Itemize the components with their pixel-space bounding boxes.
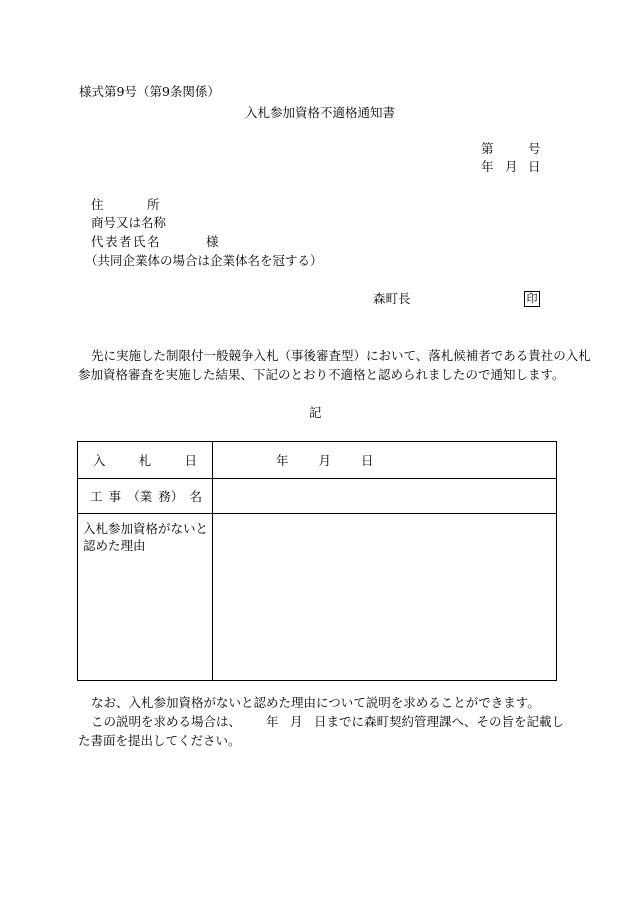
date-year: 年 [481, 159, 494, 174]
doc-number-prefix: 第 [481, 141, 494, 156]
project-name-label-char: 事 [108, 489, 122, 504]
table-row-reason [78, 514, 557, 681]
doc-number-suffix: 号 [528, 141, 541, 156]
project-name-value [213, 479, 557, 514]
document-title: 入札参加資格不適格通知書 [245, 105, 396, 120]
address-label-1: 住 [91, 197, 104, 212]
bid-date-label-char: 入 [93, 453, 106, 468]
reason-value [213, 514, 557, 681]
footer-line-2-year: 年 [266, 714, 279, 729]
joint-venture-note: （共同企業体の場合は企業体名を冠する） [85, 253, 323, 268]
footer-line-2-part-2: 日までに森町契約管理課へ、その旨を記載し [314, 714, 565, 729]
notice-table [77, 441, 557, 681]
project-name-label-char: 工 [90, 489, 103, 504]
table-row-project-name [78, 479, 557, 514]
bid-date-day: 日 [360, 453, 374, 468]
bid-date-month: 月 [318, 453, 331, 468]
date-month: 月 [505, 159, 518, 174]
form-number: 様式第9号（第9条関係） [79, 84, 220, 99]
footer-line-2-part-1: この説明を求める場合は、 [91, 714, 242, 729]
footer-line-2-month: 月 [290, 714, 303, 729]
address-label-2: 所 [147, 197, 160, 212]
body-line-2: 参加資格審査を実施した結果、下記のとおり不適格と認められましたので通知します。 [78, 367, 565, 382]
representative-label: 代表者氏名 [91, 234, 162, 249]
project-name-label-char: 名 [189, 489, 202, 504]
seal-box: 印 [524, 291, 540, 307]
project-name-label-char: （業 [127, 489, 153, 504]
footer-line-1: なお、入札参加資格がないと認めた理由について説明を求めることができます。 [91, 695, 540, 710]
sender-mayor: 森町長 [373, 291, 411, 306]
bid-date-label [78, 442, 213, 479]
table-row-bid-date [78, 442, 557, 479]
project-name-label [78, 479, 213, 514]
project-name-label-char: 務） [158, 489, 184, 504]
date-day: 日 [528, 159, 541, 174]
ki-heading: 記 [309, 405, 322, 420]
reason-label-line-1: 入札参加資格がないと [83, 521, 209, 536]
reason-label-line-2: 認めた理由 [83, 538, 146, 553]
company-name-label: 商号又は名称 [91, 215, 167, 230]
footer-line-3: た書面を提出してください。 [78, 733, 241, 748]
bid-date-year: 年 [276, 453, 289, 468]
bid-date-label-char: 札 [138, 453, 152, 468]
reason-label [78, 514, 213, 681]
honorific-sama: 様 [206, 234, 219, 249]
bid-date-label-char: 日 [184, 453, 197, 468]
bid-date-value [213, 442, 557, 479]
body-line-1: 先に実施した制限付一般競争入札（事後審査型）において、落札候補者である貴社の入札 [91, 348, 591, 363]
